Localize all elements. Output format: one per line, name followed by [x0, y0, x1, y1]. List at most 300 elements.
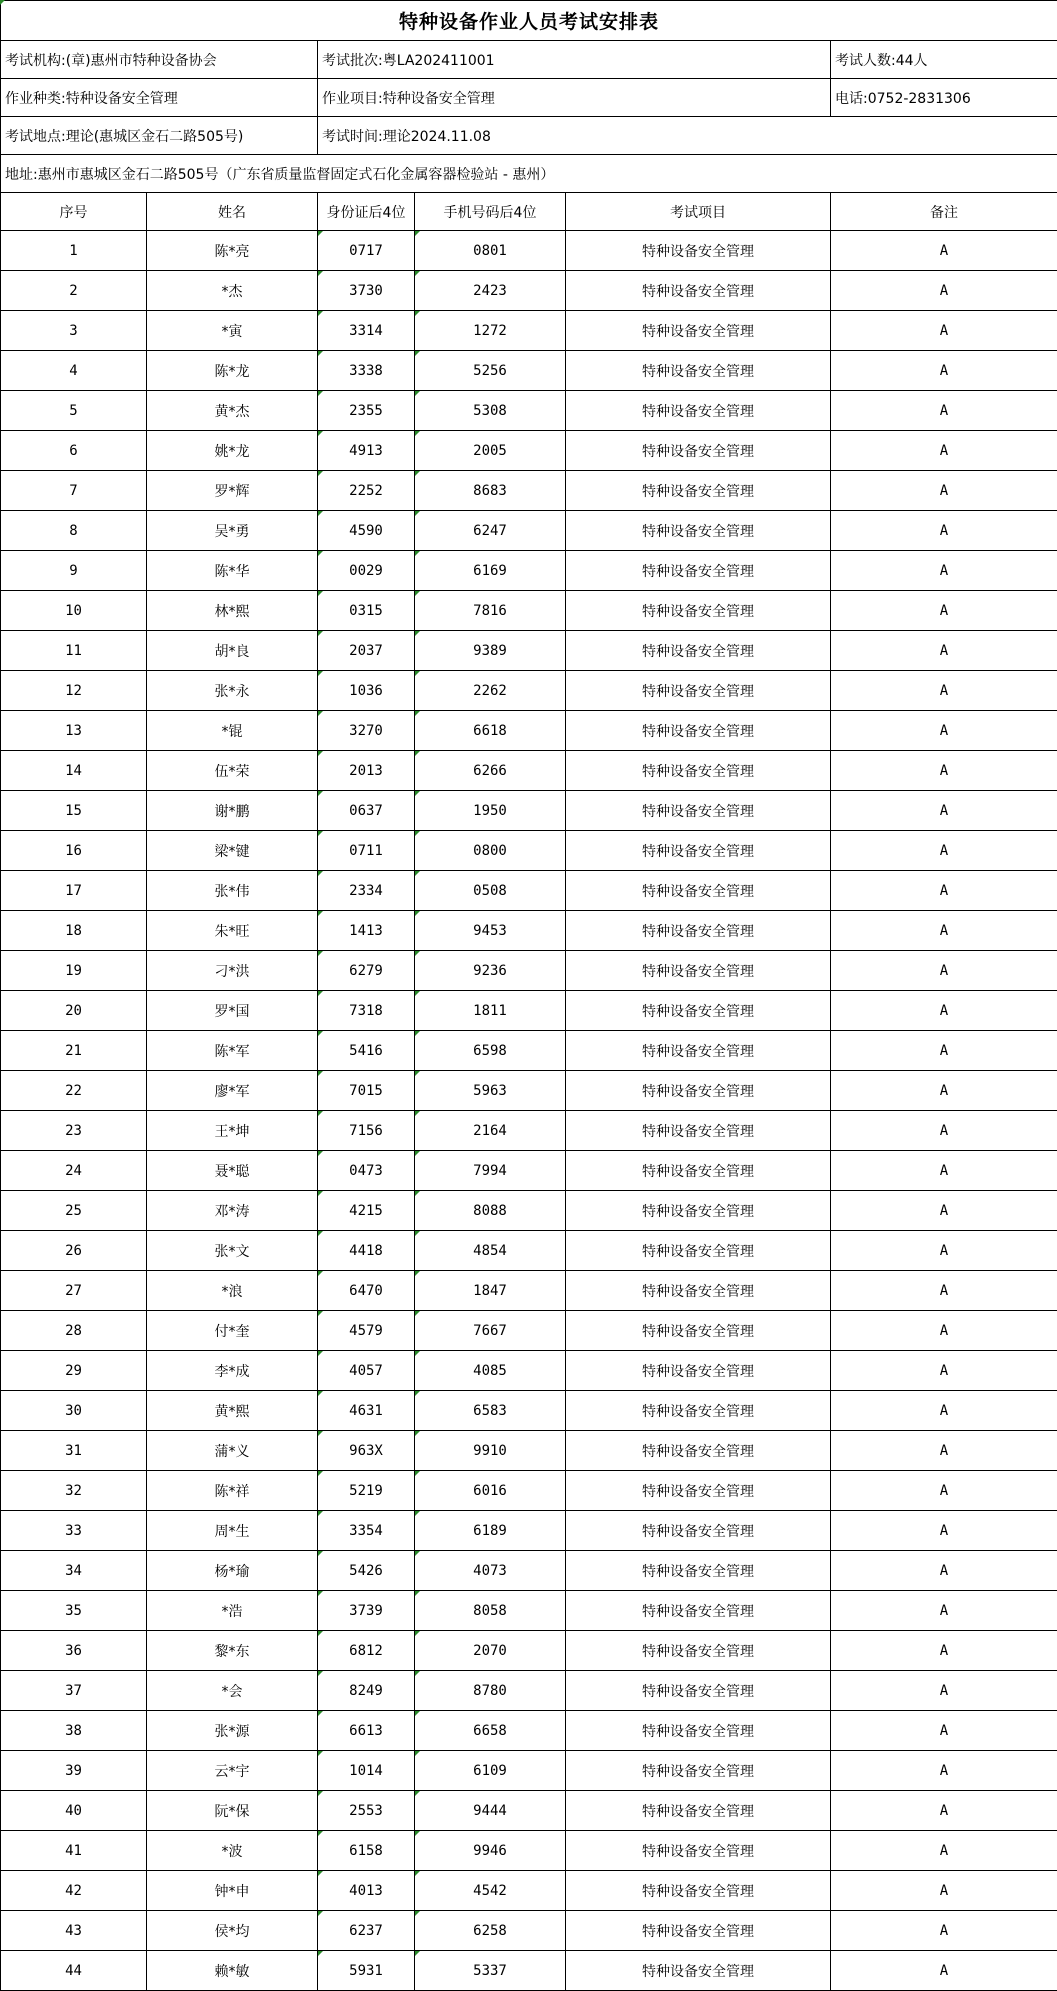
row-index: 20: [1, 991, 147, 1031]
row-id-last4: 0473: [318, 1151, 415, 1191]
row-remark: A: [831, 631, 1057, 671]
row-remark: A: [831, 1911, 1057, 1951]
row-phone-last4: 2070: [415, 1631, 566, 1671]
row-remark: A: [831, 511, 1057, 551]
row-exam-item: 特种设备安全管理: [566, 1151, 831, 1191]
table-row: [1, 751, 1057, 791]
table-row: [1, 1071, 1057, 1111]
row-exam-item: 特种设备安全管理: [566, 431, 831, 471]
row-exam-item: 特种设备安全管理: [566, 511, 831, 551]
row-id-last4: 0711: [318, 831, 415, 871]
row-phone-last4: 7667: [415, 1311, 566, 1351]
row-phone-last4: 9910: [415, 1431, 566, 1471]
row-name: 黄*熙: [147, 1391, 318, 1431]
info-row-3: [1, 117, 1057, 155]
row-exam-item: 特种设备安全管理: [566, 1311, 831, 1351]
row-remark: A: [831, 1071, 1057, 1111]
row-remark: A: [831, 471, 1057, 511]
row-name: 王*坤: [147, 1111, 318, 1151]
table-row: [1, 391, 1057, 431]
row-index: 37: [1, 1671, 147, 1711]
title-row: [1, 1, 1057, 41]
row-exam-item: 特种设备安全管理: [566, 1111, 831, 1151]
table-row: [1, 791, 1057, 831]
row-phone-last4: 9389: [415, 631, 566, 671]
row-remark: A: [831, 711, 1057, 751]
row-index: 22: [1, 1071, 147, 1111]
row-remark: A: [831, 1591, 1057, 1631]
row-exam-item: 特种设备安全管理: [566, 1391, 831, 1431]
row-index: 34: [1, 1551, 147, 1591]
table-row: [1, 831, 1057, 871]
row-name: 邓*涛: [147, 1191, 318, 1231]
row-remark: A: [831, 1111, 1057, 1151]
row-index: 26: [1, 1231, 147, 1271]
row-id-last4: 6279: [318, 951, 415, 991]
row-phone-last4: 7816: [415, 591, 566, 631]
work-project: 作业项目:特种设备安全管理: [318, 79, 831, 117]
row-name: 陈*亮: [147, 231, 318, 271]
row-remark: A: [831, 1351, 1057, 1391]
row-name: 姚*龙: [147, 431, 318, 471]
exam-time: 考试时间:理论2024.11.08: [318, 117, 1057, 155]
row-name: 谢*鹏: [147, 791, 318, 831]
row-name: 陈*祥: [147, 1471, 318, 1511]
table-row: [1, 431, 1057, 471]
exam-count: 考试人数:44人: [831, 41, 1057, 79]
row-name: 陈*华: [147, 551, 318, 591]
row-exam-item: 特种设备安全管理: [566, 1751, 831, 1791]
header-name: 姓名: [147, 193, 318, 231]
info-row-1: [1, 41, 1057, 79]
row-index: 13: [1, 711, 147, 751]
row-remark: A: [831, 1151, 1057, 1191]
row-exam-item: 特种设备安全管理: [566, 1511, 831, 1551]
table-row: [1, 1911, 1057, 1951]
row-exam-item: 特种设备安全管理: [566, 951, 831, 991]
row-id-last4: 4057: [318, 1351, 415, 1391]
row-index: 33: [1, 1511, 147, 1551]
row-exam-item: 特种设备安全管理: [566, 1831, 831, 1871]
row-phone-last4: 6247: [415, 511, 566, 551]
header-index: 序号: [1, 193, 147, 231]
row-name: 侯*均: [147, 1911, 318, 1951]
row-name: 朱*旺: [147, 911, 318, 951]
row-phone-last4: 5337: [415, 1951, 566, 1991]
row-remark: A: [831, 1631, 1057, 1671]
page-title: 特种设备作业人员考试安排表: [1, 1, 1057, 41]
row-id-last4: 3730: [318, 271, 415, 311]
row-id-last4: 3338: [318, 351, 415, 391]
row-name: 赖*敏: [147, 1951, 318, 1991]
cell-comment-marker: [0, 0, 5, 5]
row-phone-last4: 9946: [415, 1831, 566, 1871]
row-id-last4: 2355: [318, 391, 415, 431]
row-exam-item: 特种设备安全管理: [566, 551, 831, 591]
row-index: 24: [1, 1151, 147, 1191]
row-id-last4: 4913: [318, 431, 415, 471]
row-phone-last4: 6016: [415, 1471, 566, 1511]
table-row: [1, 1191, 1057, 1231]
row-name: 聂*聪: [147, 1151, 318, 1191]
table-row: [1, 1031, 1057, 1071]
table-row: [1, 871, 1057, 911]
row-exam-item: 特种设备安全管理: [566, 1711, 831, 1751]
row-phone-last4: 6189: [415, 1511, 566, 1551]
row-name: *锟: [147, 711, 318, 751]
row-index: 42: [1, 1871, 147, 1911]
row-remark: A: [831, 1831, 1057, 1871]
row-phone-last4: 1811: [415, 991, 566, 1031]
row-remark: A: [831, 831, 1057, 871]
row-id-last4: 6613: [318, 1711, 415, 1751]
row-exam-item: 特种设备安全管理: [566, 391, 831, 431]
row-name: 周*生: [147, 1511, 318, 1551]
table-row: [1, 1751, 1057, 1791]
row-index: 43: [1, 1911, 147, 1951]
row-index: 17: [1, 871, 147, 911]
row-name: 付*奎: [147, 1311, 318, 1351]
row-phone-last4: 5256: [415, 351, 566, 391]
row-index: 39: [1, 1751, 147, 1791]
table-row: [1, 1671, 1057, 1711]
row-id-last4: 4013: [318, 1871, 415, 1911]
row-index: 18: [1, 911, 147, 951]
row-exam-item: 特种设备安全管理: [566, 591, 831, 631]
row-phone-last4: 0801: [415, 231, 566, 271]
row-id-last4: 4579: [318, 1311, 415, 1351]
row-name: 陈*龙: [147, 351, 318, 391]
row-exam-item: 特种设备安全管理: [566, 751, 831, 791]
exam-location: 考试地点:理论(惠城区金石二路505号): [1, 117, 318, 155]
row-name: 廖*军: [147, 1071, 318, 1111]
row-exam-item: 特种设备安全管理: [566, 671, 831, 711]
row-remark: A: [831, 751, 1057, 791]
table-row: [1, 551, 1057, 591]
row-index: 11: [1, 631, 147, 671]
row-index: 31: [1, 1431, 147, 1471]
table-row: [1, 1551, 1057, 1591]
row-id-last4: 5426: [318, 1551, 415, 1591]
row-exam-item: 特种设备安全管理: [566, 1431, 831, 1471]
table-row: [1, 1271, 1057, 1311]
row-remark: A: [831, 1191, 1057, 1231]
row-id-last4: 8249: [318, 1671, 415, 1711]
row-remark: A: [831, 1511, 1057, 1551]
header-remark: 备注: [831, 193, 1057, 231]
row-phone-last4: 0800: [415, 831, 566, 871]
row-exam-item: 特种设备安全管理: [566, 1351, 831, 1391]
row-index: 7: [1, 471, 147, 511]
row-phone-last4: 6618: [415, 711, 566, 751]
row-id-last4: 4215: [318, 1191, 415, 1231]
row-phone-last4: 2262: [415, 671, 566, 711]
work-category: 作业种类:特种设备安全管理: [1, 79, 318, 117]
row-remark: A: [831, 1671, 1057, 1711]
table-row: [1, 1591, 1057, 1631]
row-id-last4: 6158: [318, 1831, 415, 1871]
row-id-last4: 2037: [318, 631, 415, 671]
row-index: 19: [1, 951, 147, 991]
row-index: 25: [1, 1191, 147, 1231]
row-name: 陈*军: [147, 1031, 318, 1071]
row-name: 蒲*义: [147, 1431, 318, 1471]
table-row: [1, 1151, 1057, 1191]
row-exam-item: 特种设备安全管理: [566, 1911, 831, 1951]
exam-org: 考试机构:(章)惠州市特种设备协会: [1, 41, 318, 79]
table-row: [1, 911, 1057, 951]
row-remark: A: [831, 1471, 1057, 1511]
table-row: [1, 1111, 1057, 1151]
row-phone-last4: 0508: [415, 871, 566, 911]
row-id-last4: 3270: [318, 711, 415, 751]
contact-phone: 电话:0752-2831306: [831, 79, 1057, 117]
row-exam-item: 特种设备安全管理: [566, 1551, 831, 1591]
row-phone-last4: 2005: [415, 431, 566, 471]
row-phone-last4: 1847: [415, 1271, 566, 1311]
row-name: 钟*申: [147, 1871, 318, 1911]
row-remark: A: [831, 911, 1057, 951]
row-id-last4: 0029: [318, 551, 415, 591]
row-id-last4: 7156: [318, 1111, 415, 1151]
table-row: [1, 951, 1057, 991]
row-index: 28: [1, 1311, 147, 1351]
row-name: *寅: [147, 311, 318, 351]
row-exam-item: 特种设备安全管理: [566, 1951, 831, 1991]
row-phone-last4: 6258: [415, 1911, 566, 1951]
row-exam-item: 特种设备安全管理: [566, 271, 831, 311]
row-index: 1: [1, 231, 147, 271]
row-exam-item: 特种设备安全管理: [566, 1791, 831, 1831]
table-row: [1, 271, 1057, 311]
row-name: 罗*辉: [147, 471, 318, 511]
row-exam-item: 特种设备安全管理: [566, 351, 831, 391]
row-id-last4: 4418: [318, 1231, 415, 1271]
row-index: 27: [1, 1271, 147, 1311]
table-row: [1, 1511, 1057, 1551]
row-phone-last4: 4085: [415, 1351, 566, 1391]
row-index: 10: [1, 591, 147, 631]
table-row: [1, 231, 1057, 271]
row-phone-last4: 7994: [415, 1151, 566, 1191]
row-phone-last4: 6266: [415, 751, 566, 791]
row-remark: A: [831, 1751, 1057, 1791]
row-exam-item: 特种设备安全管理: [566, 1591, 831, 1631]
row-name: 吴*勇: [147, 511, 318, 551]
table-row: [1, 1871, 1057, 1911]
row-id-last4: 5219: [318, 1471, 415, 1511]
row-remark: A: [831, 311, 1057, 351]
table-row: [1, 1351, 1057, 1391]
row-index: 23: [1, 1111, 147, 1151]
row-remark: A: [831, 1231, 1057, 1271]
row-index: 40: [1, 1791, 147, 1831]
row-id-last4: 7015: [318, 1071, 415, 1111]
row-exam-item: 特种设备安全管理: [566, 711, 831, 751]
row-id-last4: 1413: [318, 911, 415, 951]
row-exam-item: 特种设备安全管理: [566, 911, 831, 951]
row-phone-last4: 8683: [415, 471, 566, 511]
table-row: [1, 991, 1057, 1031]
row-name: 杨*瑜: [147, 1551, 318, 1591]
row-phone-last4: 6109: [415, 1751, 566, 1791]
row-name: 刁*洪: [147, 951, 318, 991]
row-exam-item: 特种设备安全管理: [566, 871, 831, 911]
row-remark: A: [831, 871, 1057, 911]
row-exam-item: 特种设备安全管理: [566, 831, 831, 871]
row-index: 16: [1, 831, 147, 871]
table-row: [1, 511, 1057, 551]
row-id-last4: 4631: [318, 1391, 415, 1431]
row-id-last4: 4590: [318, 511, 415, 551]
row-id-last4: 6237: [318, 1911, 415, 1951]
row-remark: A: [831, 231, 1057, 271]
row-name: 云*宇: [147, 1751, 318, 1791]
row-phone-last4: 5963: [415, 1071, 566, 1111]
row-index: 29: [1, 1351, 147, 1391]
row-remark: A: [831, 351, 1057, 391]
row-id-last4: 5416: [318, 1031, 415, 1071]
table-row: [1, 1431, 1057, 1471]
table-row: [1, 1791, 1057, 1831]
row-id-last4: 2334: [318, 871, 415, 911]
row-phone-last4: 5308: [415, 391, 566, 431]
row-exam-item: 特种设备安全管理: [566, 1671, 831, 1711]
row-name: 李*成: [147, 1351, 318, 1391]
row-name: 阮*保: [147, 1791, 318, 1831]
row-phone-last4: 8088: [415, 1191, 566, 1231]
row-phone-last4: 4542: [415, 1871, 566, 1911]
info-row-2: [1, 79, 1057, 117]
info-row-4: [1, 155, 1057, 193]
table-row: [1, 1711, 1057, 1751]
row-index: 30: [1, 1391, 147, 1431]
row-remark: A: [831, 1271, 1057, 1311]
row-id-last4: 0637: [318, 791, 415, 831]
header-exam-item: 考试项目: [566, 193, 831, 231]
row-remark: A: [831, 1431, 1057, 1471]
row-remark: A: [831, 991, 1057, 1031]
row-exam-item: 特种设备安全管理: [566, 1471, 831, 1511]
table-row: [1, 1311, 1057, 1351]
row-index: 9: [1, 551, 147, 591]
row-remark: A: [831, 1791, 1057, 1831]
row-name: 张*文: [147, 1231, 318, 1271]
row-exam-item: 特种设备安全管理: [566, 1271, 831, 1311]
row-index: 14: [1, 751, 147, 791]
row-name: *会: [147, 1671, 318, 1711]
row-phone-last4: 6598: [415, 1031, 566, 1071]
row-remark: A: [831, 671, 1057, 711]
exam-address: 地址:惠州市惠城区金石二路505号（广东省质量监督固定式石化金属容器检验站 - 惠州）: [1, 155, 1057, 193]
row-index: 15: [1, 791, 147, 831]
table-row: [1, 1391, 1057, 1431]
row-remark: A: [831, 791, 1057, 831]
row-name: *浩: [147, 1591, 318, 1631]
row-index: 41: [1, 1831, 147, 1871]
row-exam-item: 特种设备安全管理: [566, 991, 831, 1031]
table-row: [1, 1631, 1057, 1671]
row-exam-item: 特种设备安全管理: [566, 231, 831, 271]
row-name: *杰: [147, 271, 318, 311]
row-phone-last4: 6169: [415, 551, 566, 591]
table-header-row: [1, 193, 1057, 231]
row-id-last4: 0717: [318, 231, 415, 271]
row-id-last4: 6812: [318, 1631, 415, 1671]
exam-batch: 考试批次:粤LA202411001: [318, 41, 831, 79]
row-name: 张*源: [147, 1711, 318, 1751]
row-id-last4: 2013: [318, 751, 415, 791]
table-row: [1, 351, 1057, 391]
row-name: 黄*杰: [147, 391, 318, 431]
row-index: 5: [1, 391, 147, 431]
row-phone-last4: 9453: [415, 911, 566, 951]
row-exam-item: 特种设备安全管理: [566, 1871, 831, 1911]
row-name: *波: [147, 1831, 318, 1871]
row-name: *浪: [147, 1271, 318, 1311]
row-phone-last4: 2164: [415, 1111, 566, 1151]
table-row: [1, 1231, 1057, 1271]
row-phone-last4: 1272: [415, 311, 566, 351]
row-phone-last4: 9444: [415, 1791, 566, 1831]
table-row: [1, 631, 1057, 671]
row-id-last4: 2252: [318, 471, 415, 511]
header-id-last4: 身份证后4位: [318, 193, 415, 231]
row-id-last4: 963X: [318, 1431, 415, 1471]
row-index: 44: [1, 1951, 147, 1991]
row-index: 35: [1, 1591, 147, 1631]
row-phone-last4: 4073: [415, 1551, 566, 1591]
row-remark: A: [831, 391, 1057, 431]
row-exam-item: 特种设备安全管理: [566, 1231, 831, 1271]
row-phone-last4: 8058: [415, 1591, 566, 1631]
row-index: 6: [1, 431, 147, 471]
row-exam-item: 特种设备安全管理: [566, 791, 831, 831]
header-phone-last4: 手机号码后4位: [415, 193, 566, 231]
row-name: 张*伟: [147, 871, 318, 911]
row-exam-item: 特种设备安全管理: [566, 1191, 831, 1231]
row-id-last4: 7318: [318, 991, 415, 1031]
row-id-last4: 5931: [318, 1951, 415, 1991]
row-id-last4: 1036: [318, 671, 415, 711]
row-name: 林*熙: [147, 591, 318, 631]
row-name: 黎*东: [147, 1631, 318, 1671]
row-index: 4: [1, 351, 147, 391]
table-row: [1, 1951, 1057, 1991]
row-remark: A: [831, 1871, 1057, 1911]
row-remark: A: [831, 1311, 1057, 1351]
row-exam-item: 特种设备安全管理: [566, 311, 831, 351]
row-exam-item: 特种设备安全管理: [566, 631, 831, 671]
row-remark: A: [831, 1711, 1057, 1751]
table-row: [1, 471, 1057, 511]
row-id-last4: 2553: [318, 1791, 415, 1831]
row-remark: A: [831, 271, 1057, 311]
row-phone-last4: 6583: [415, 1391, 566, 1431]
row-index: 38: [1, 1711, 147, 1751]
row-index: 21: [1, 1031, 147, 1071]
row-name: 张*永: [147, 671, 318, 711]
table-row: [1, 1831, 1057, 1871]
row-id-last4: 3354: [318, 1511, 415, 1551]
row-index: 12: [1, 671, 147, 711]
row-phone-last4: 9236: [415, 951, 566, 991]
row-name: 胡*良: [147, 631, 318, 671]
row-name: 梁*键: [147, 831, 318, 871]
row-index: 8: [1, 511, 147, 551]
row-index: 2: [1, 271, 147, 311]
row-exam-item: 特种设备安全管理: [566, 471, 831, 511]
